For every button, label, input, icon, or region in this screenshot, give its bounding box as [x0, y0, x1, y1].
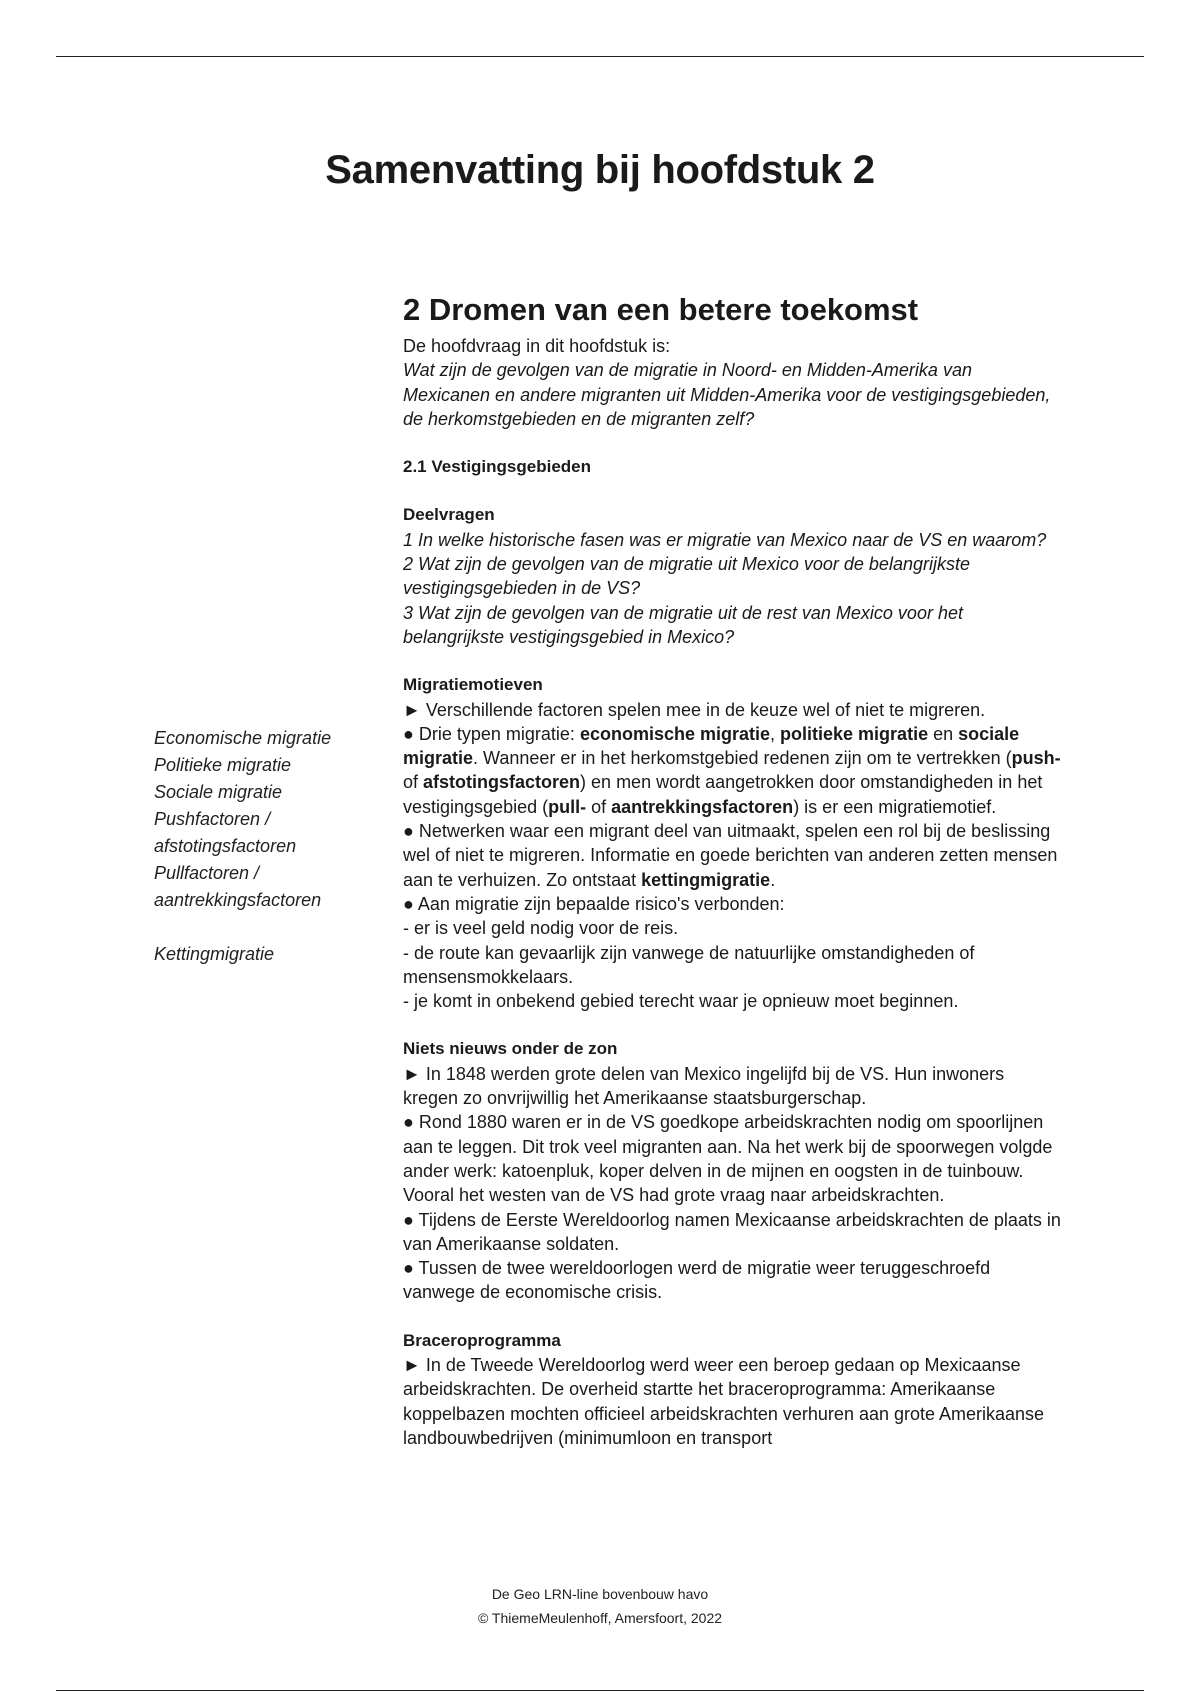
- deelvraag-3: 3 Wat zijn de gevolgen van de migratie uit de rest van Mexico voor het belangrijkste vestigingsgebied in Mexico?: [403, 602, 963, 647]
- sidebar-term: Economische migratie: [154, 728, 332, 748]
- migratiemotieven-p7: - je komt in onbekend gebied terecht waar je opnieuw moet beginnen.: [403, 991, 959, 1012]
- migratiemotieven-p1: ► Verschillende factoren spelen mee in de keuze wel of niet te migreren.: [403, 699, 986, 720]
- sidebar-term: Sociale migratie: [154, 782, 283, 802]
- sidebar-term: afstotingsfactoren: [154, 836, 297, 856]
- footer-line-2: © ThiemeMeulenhoff, Amersfoort, 2022: [477, 1610, 723, 1626]
- niets-nieuws-p2: ● Rond 1880 waren er in de VS goedkope arbeidskrachten nodig om spoorlijnen aan te leggen. Dit trok veel migranten aan. Na het werk bij de spoorwegen volgde ander werk: katoenpluk, koper delven in de mijnen en oogsten in de tuinbouw. Vooral het westen van de VS had grote vraag naar arbeidskrachten.: [403, 1112, 1053, 1206]
- sidebar-term: Pullfactoren /: [154, 863, 260, 883]
- intro-text: De hoofdvraag in dit hoofdstuk is:: [403, 336, 671, 356]
- section-title: 2.1 Vestigingsgebieden: [403, 457, 592, 477]
- top-rule: [56, 56, 1144, 57]
- niets-nieuws-heading: Niets nieuws onder de zon: [403, 1039, 618, 1059]
- sidebar-term: aantrekkingsfactoren: [154, 890, 322, 910]
- migratiemotieven-p6: - de route kan gevaarlijk zijn vanwege de natuurlijke omstandigheden of mensensmokkelaars.: [403, 942, 975, 987]
- migratiemotieven-heading: Migratiemotieven: [403, 675, 543, 695]
- migratiemotieven-p2: ● Drie typen migratie: economische migratie, politieke migratie en sociale migratie. Wanneer er in het herkomstgebied redenen zijn om te vertrekken (push- of afstotingsfactoren) en men wordt aangetrokken door omstandigheden in het vestigingsgebied (pull- of aantrekkingsfactoren) is er een migratiemotief.: [403, 723, 1061, 817]
- deelvragen-heading: Deelvragen: [403, 505, 495, 525]
- chapter-title: 2 Dromen van een betere toekomst: [403, 292, 919, 327]
- migratiemotieven-p3: ● Netwerken waar een migrant deel van uitmaakt, spelen een rol bij de beslissing wel of niet te migreren. Informatie en goede berichten van anderen zetten mensen aan te verhuizen. Zo ontstaat kettingmigratie.: [403, 821, 1058, 890]
- deelvraag-1: 1 In welke historische fasen was er migratie van Mexico naar de VS en waarom?: [403, 529, 1047, 550]
- niets-nieuws-p1: ► In 1848 werden grote delen van Mexico ingelijfd bij de VS. Hun inwoners kregen zo onvrijwillig het Amerikaanse staatsburgerschap.: [403, 1063, 1005, 1109]
- sidebar-terms: [154, 725, 384, 968]
- sidebar-term: Pushfactoren /: [154, 809, 271, 829]
- bracero-heading: Braceroprogramma: [403, 1330, 561, 1350]
- migratiemotieven-p5: - er is veel geld nodig voor de reis.: [403, 918, 679, 939]
- document-title: Samenvatting bij hoofdstuk 2: [325, 148, 875, 192]
- sidebar-term: Politieke migratie: [154, 755, 292, 775]
- niets-nieuws-p3: ● Tijdens de Eerste Wereldoorlog namen Mexicaanse arbeidskrachten de plaats in van Amerikaanse soldaten.: [403, 1209, 1061, 1254]
- sidebar-term: Kettingmigratie: [154, 944, 275, 964]
- migratiemotieven-p4: ● Aan migratie zijn bepaalde risico's verbonden:: [403, 893, 785, 914]
- niets-nieuws-p4: ● Tussen de twee wereldoorlogen werd de migratie weer teruggeschroefd vanwege de economische crisis.: [403, 1258, 991, 1303]
- bottom-rule: [56, 1690, 1144, 1691]
- footer: [0, 1582, 1200, 1630]
- main-content: [403, 292, 1063, 1450]
- main-question: Wat zijn de gevolgen van de migratie in Noord- en Midden-Amerika van Mexicanen en andere migranten uit Midden-Amerika voor de vestigingsgebieden, de herkomstgebieden en de migranten zelf?: [403, 360, 1051, 429]
- footer-line-1: De Geo LRN-line bovenbouw havo: [491, 1586, 709, 1602]
- deelvraag-2: 2 Wat zijn de gevolgen van de migratie uit Mexico voor de belangrijkste vestigingsgebieden in de VS?: [403, 554, 970, 599]
- bracero-p1: ► In de Tweede Wereldoorlog werd weer een beroep gedaan op Mexicaanse arbeidskrachten. De overheid startte het braceroprogramma: Amerikaanse koppelbazen mochten officieel arbeidskrachten verhuren aan grote Amerikaanse landbouwbedrijven (minimumloon en transport: [403, 1354, 1045, 1448]
